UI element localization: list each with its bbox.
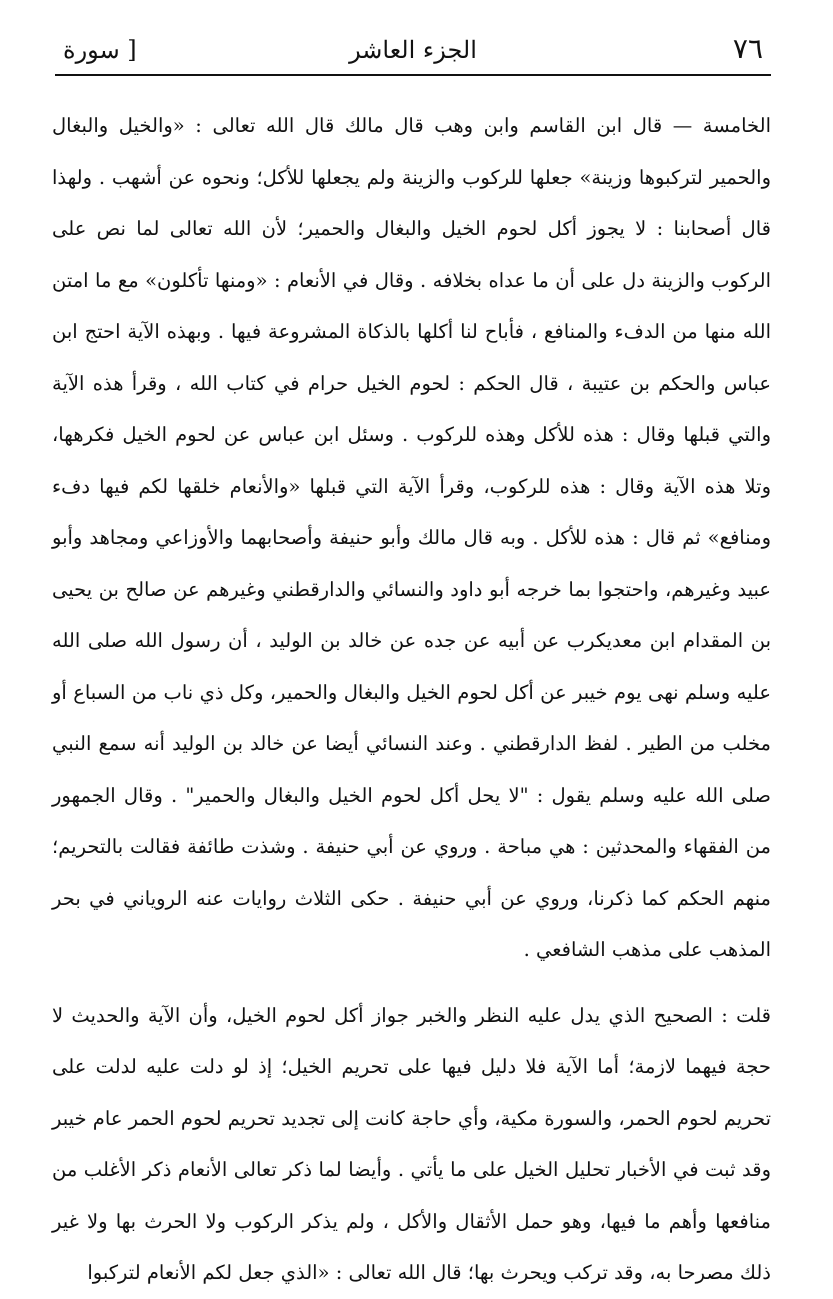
page-number: ٧٦ <box>732 32 763 65</box>
paragraph-fifth-issue: الخامسة — قال ابن القاسم وابن وهب قال مالك قال الله تعالى : «والخيل والبغال والحمير لتركبوها وزينة» جعلها للركوب والزينة ولم يجعلها للأكل؛ ونحوه عن أشهب . ولهذا قال أصحابنا : لا يجوز أكل لحوم الخيل والبغال والحمير؛ لأن الله تعالى لما نص على الركوب والزينة دل على أن ما عداه بخلافه . وقال في الأنعام : «ومنها تأكلون» مع ما امتن الله منها من الدفء والمنافع ، فأباح لنا أكلها بالذكاة المشروعة فيها . وبهذه الآية احتج ابن عباس والحكم بن عتيبة ، قال الحكم : لحوم الخيل حرام في كتاب الله ، وقرأ هذه الآية والتي قبلها وقال : هذه للأكل وهذه للركوب . وسئل ابن عباس عن لحوم الخيل فكرهها، وتلا هذه الآية وقال : هذه للركوب، وقرأ الآية التي قبلها «والأنعام خلقها لكم فيها دفء ومنافع» ثم قال : هذه للأكل . وبه قال مالك وأبو حنيفة وأصحابهما والأوزاعي ومجاهد وأبو عبيد وغيرهم، واحتجوا بما خرجه أبو داود والنسائي والدارقطني وغيرهم عن صالح بن يحيى بن المقدام ابن معديكرب عن أبيه عن جده عن خالد بن الوليد ، أن رسول الله صلى الله عليه وسلم نهى يوم خيبر عن أكل لحوم الخيل والبغال والحمير، وكل ذي ناب من السباع أو مخلب من الطير . لفظ الدارقطني . وعند النسائي أيضا عن خالد بن الوليد أنه سمع النبي صلى الله عليه وسلم يقول : "لا يحل أكل لحوم الخيل والبغال والحمير" . وقال الجمهور من الفقهاء والمحدثين : هي مباحة . وروي عن أبي حنيفة . وشذت طائفة فقالت بالتحريم؛ منهم الحكم كما ذكرنا، وروي عن أبي حنيفة . حكى الثلاث روايات عنه الروياني في بحر المذهب على مذهب الشافعي . <box>52 114 771 961</box>
page-header <box>55 30 771 76</box>
paragraph-author-comment: قلت : الصحيح الذي يدل عليه النظر والخبر جواز أكل لحوم الخيل، وأن الآية والحديث لا حجة فيهما لازمة؛ أما الآية فلا دليل فيها على تحريم الخيل؛ إذ لو دلت عليه لدلت على تحريم لحوم الحمر، والسورة مكية، وأي حاجة كانت إلى تجديد تحريم لحوم الحمر عام خيبر وقد ثبت في الأخبار تحليل الخيل على ما يأتي . وأيضا لما ذكر تعالى الأنعام ذكر الأغلب من منافعها وأهم ما فيها، وهو حمل الأثقال والأكل ، ولم يذكر الركوب ولا الحرث بها ولا غير ذلك مصرحا به، وقد تركب ويحرث بها؛ قال الله تعالى : «الذي جعل لكم الأنعام لتركبوا <box>52 1003 771 1284</box>
page-body <box>52 100 771 1299</box>
surah-label: [ سورة <box>63 36 137 64</box>
part-title: الجزء العاشر <box>349 36 477 64</box>
